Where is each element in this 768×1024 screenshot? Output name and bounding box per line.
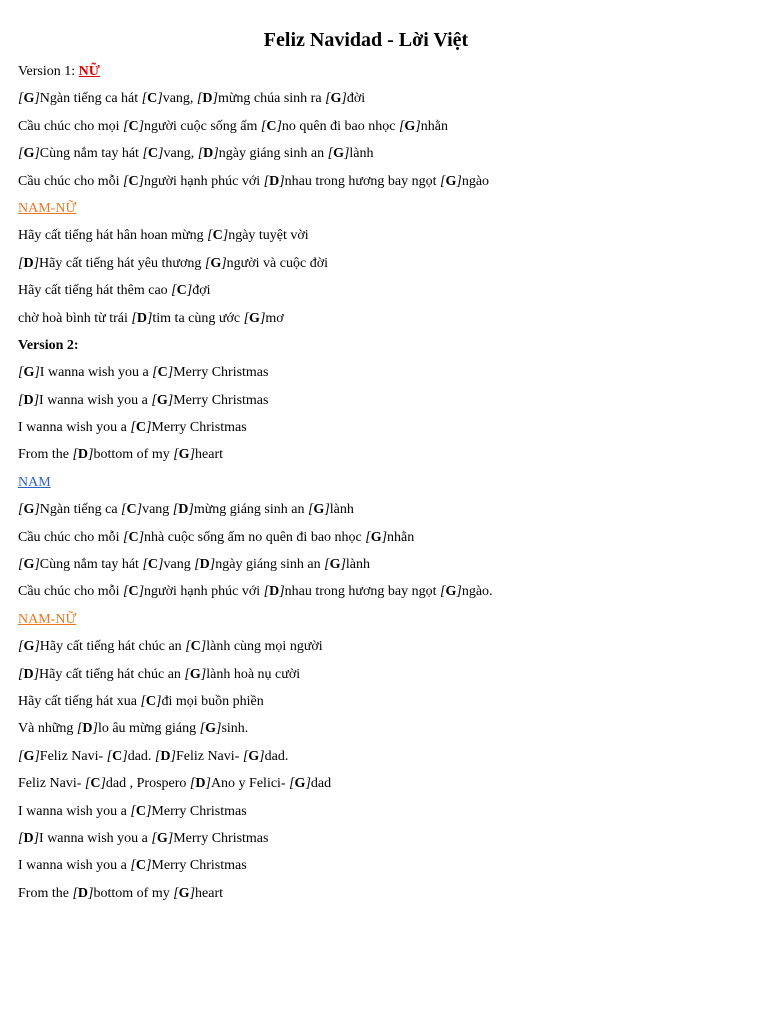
lyric-text: đời [346, 91, 366, 107]
chord-marker: [G] [307, 502, 330, 518]
lyric-text: đợi [192, 283, 211, 299]
lyric-text: Merry Christmas [151, 858, 247, 874]
lyric-text: ngào. [461, 584, 493, 600]
lyric-line [18, 441, 738, 468]
lyric-text: Feliz Navi- [18, 776, 85, 792]
lyric-text: lành [345, 557, 371, 573]
chord-marker: [G] [173, 447, 196, 463]
lyric-line [18, 414, 738, 441]
lyric-text: Ano y Felici- [210, 776, 290, 792]
lyric-line [18, 770, 738, 797]
lyric-text: Merry Christmas [173, 392, 269, 408]
lyric-text: Hãy cất tiếng hát thêm cao [18, 283, 172, 299]
chord-marker: [C] [122, 529, 145, 545]
chord-marker: [D] [194, 557, 216, 573]
lyric-line [18, 825, 738, 852]
lyric-text: I wanna wish you a [39, 392, 152, 408]
lyric-text: From the [18, 885, 73, 901]
lyric-line [18, 168, 738, 195]
chord-marker: [C] [207, 228, 229, 244]
chord-marker: [G] [325, 91, 347, 107]
lyric-text: Hãy cất tiếng hát chúc an [39, 639, 186, 655]
chord-marker: [G] [18, 557, 40, 573]
lyric-text: lành [329, 502, 354, 518]
chord-marker: [C] [185, 639, 207, 655]
part-tag: NAM [18, 474, 51, 490]
part-tag: NAM-NỮ [18, 611, 77, 627]
lyric-text: lành cùng mọi người [206, 639, 323, 655]
lyric-text: Hãy cất tiếng hát chúc an [39, 666, 185, 682]
lyric-text: sinh. [221, 721, 249, 737]
chord-marker: [D] [76, 721, 98, 737]
lyric-text: From the [18, 447, 73, 463]
chord-marker: [C] [140, 693, 162, 709]
chord-marker: [C] [84, 776, 106, 792]
chord-marker: [C] [130, 420, 152, 436]
part-heading [18, 469, 738, 496]
chord-marker: [D] [18, 255, 40, 271]
lyric-text: dad , Prospero [105, 776, 190, 792]
lyric-text: dad. [264, 748, 289, 764]
lyric-text: nhà cuộc sống ấm no quên đi bao nhọc [144, 529, 366, 545]
lyric-text: bottom of my [93, 885, 174, 901]
lyric-line [18, 880, 738, 907]
chord-marker: [G] [18, 502, 40, 518]
lyric-text: Feliz Navi- [39, 748, 107, 764]
part-tag: NAM-NỮ [18, 200, 77, 216]
lyric-line [18, 140, 738, 167]
lyric-text: Merry Christmas [173, 365, 269, 381]
lyric-text: I wanna wish you a [18, 420, 131, 436]
version-label [18, 58, 738, 85]
chord-marker: [C] [122, 584, 145, 600]
chord-marker: [D] [18, 666, 40, 682]
lyric-line [18, 633, 738, 660]
part-heading [18, 195, 738, 222]
lyric-text: Cùng nắm tay hát [39, 146, 143, 162]
part-tag: NỮ [78, 64, 100, 79]
lyric-text: dad. [127, 748, 155, 764]
lyric-line [18, 113, 738, 140]
page-title: Feliz Navidad - Lời Việt [263, 29, 469, 51]
lyric-text: Hãy cất tiếng hát hân hoan mừng [18, 228, 208, 244]
lyric-text: no quên đi bao nhọc [281, 118, 399, 134]
chord-marker: [G] [18, 639, 40, 655]
lyrics-body [18, 58, 738, 907]
lyric-text: Feliz Navi- [175, 748, 243, 764]
lyric-text: Cầu chúc cho mọi [18, 118, 123, 134]
lyric-text: vang [163, 557, 195, 573]
chord-marker: [C] [260, 118, 282, 134]
chord-marker: [G] [327, 146, 350, 162]
lyric-line [18, 578, 738, 605]
lyric-text: dad [310, 776, 332, 792]
lyric-text: I wanna wish you a [18, 858, 131, 874]
chord-marker: [C] [130, 858, 152, 874]
chord-marker: [C] [171, 283, 193, 299]
version-text: Version 1: [18, 64, 79, 79]
chord-marker: [G] [242, 748, 265, 764]
lyric-text: heart [195, 885, 223, 901]
chord-marker: [D] [263, 584, 285, 600]
lyric-text: người hạnh phúc với [144, 173, 264, 189]
lyric-text: vang, [163, 146, 198, 162]
chord-marker: [D] [72, 447, 94, 463]
chord-marker: [G] [18, 365, 40, 381]
lyric-line [18, 222, 738, 249]
lyric-line [18, 524, 738, 551]
lyric-text: vang, [162, 91, 197, 107]
lyric-text: ngày giáng sinh an [218, 146, 328, 162]
lyric-line [18, 359, 738, 386]
chord-marker: [G] [173, 885, 196, 901]
lyric-text: nhằn [387, 529, 415, 545]
chord-marker: [D] [131, 310, 153, 326]
lyric-text: người hạnh phúc với [144, 584, 264, 600]
lyric-line [18, 715, 738, 742]
lyric-line [18, 551, 738, 578]
lyric-text: người và cuộc đời [226, 255, 328, 271]
lyric-text: nhau trong hương bay ngọt [284, 173, 441, 189]
chord-marker: [G] [398, 118, 421, 134]
chord-marker: [G] [365, 529, 388, 545]
version-label: Version 2: [18, 337, 79, 353]
lyric-line [18, 661, 738, 688]
chord-marker: [C] [152, 365, 174, 381]
lyric-text: bottom of my [93, 447, 174, 463]
lyric-text: ngày tuyệt vời [228, 228, 309, 244]
lyric-text: Cầu chúc cho mỗi [18, 529, 123, 545]
chord-marker: [D] [154, 748, 176, 764]
chord-marker: [G] [18, 146, 40, 162]
chord-marker: [D] [72, 885, 94, 901]
lyric-text: nhau trong hương bay ngọt [284, 584, 441, 600]
lyric-text: ngào [461, 173, 490, 189]
chord-marker: [G] [204, 255, 227, 271]
chord-marker: [C] [122, 118, 145, 134]
lyric-text: I wanna wish you a [39, 365, 153, 381]
chord-marker: [C] [142, 146, 164, 162]
lyric-text: Merry Christmas [173, 830, 269, 846]
lyric-text: đi mọi buồn phiền [161, 693, 264, 709]
lyric-line [18, 743, 738, 770]
chord-marker: [G] [289, 776, 311, 792]
lyric-text: Hãy cất tiếng hát yêu thương [39, 255, 205, 271]
lyric-text: heart [195, 447, 223, 463]
lyric-text: Merry Christmas [151, 420, 247, 436]
chord-marker: [D] [197, 146, 219, 162]
chord-marker: [D] [189, 776, 211, 792]
chord-marker: [G] [440, 173, 462, 189]
chord-marker: [D] [263, 173, 285, 189]
lyric-text: lành hoà nụ cười [206, 666, 301, 682]
lyric-text: I wanna wish you a [39, 830, 152, 846]
chord-marker: [C] [130, 803, 152, 819]
lyric-line [18, 688, 738, 715]
lyric-text: lo âu mừng giáng [97, 721, 200, 737]
chord-marker: [C] [106, 748, 128, 764]
chord-marker: [G] [18, 91, 40, 107]
lyric-line [18, 85, 738, 112]
chord-marker: [C] [122, 173, 145, 189]
lyric-text: chờ hoà bình từ trái [18, 310, 132, 326]
lyric-text: Hãy cất tiếng hát xua [18, 693, 141, 709]
chord-marker: [G] [440, 584, 462, 600]
lyric-line [18, 852, 738, 879]
lyric-text: Và những [18, 721, 77, 737]
chord-marker: [D] [18, 392, 40, 408]
chord-marker: [C] [142, 557, 164, 573]
chord-marker: [G] [151, 392, 174, 408]
part-heading [18, 606, 738, 633]
lyric-line [18, 387, 738, 414]
lyric-text: mừng chúa sinh ra [217, 91, 326, 107]
lyric-text: tim ta cùng ước [152, 310, 244, 326]
chord-marker: [G] [199, 721, 222, 737]
lyric-text: mơ [265, 310, 284, 326]
chord-marker: [G] [184, 666, 207, 682]
chord-marker: [D] [196, 91, 218, 107]
chord-marker: [G] [151, 830, 174, 846]
chord-marker: [C] [121, 502, 143, 518]
lyric-text: Cầu chúc cho mỗi [18, 173, 123, 189]
lyric-text: người cuộc sống ấm [144, 118, 261, 134]
lyric-text: lành [349, 146, 374, 162]
lyric-line [18, 496, 738, 523]
lyric-text: ngày giáng sinh an [215, 557, 325, 573]
lyric-text: Ngàn tiếng ca [39, 502, 122, 518]
lyric-text: Merry Christmas [151, 803, 247, 819]
lyric-text: I wanna wish you a [18, 803, 131, 819]
lyric-text: Cùng nắm tay hát [39, 557, 143, 573]
lyric-line [18, 250, 738, 277]
lyric-text: Cầu chúc cho mỗi [18, 584, 123, 600]
lyric-line [18, 798, 738, 825]
lyric-line [18, 305, 738, 332]
chord-marker: [D] [172, 502, 194, 518]
chord-marker: [C] [141, 91, 163, 107]
chord-marker: [G] [243, 310, 266, 326]
chord-marker: [G] [324, 557, 346, 573]
lyric-text: Ngàn tiếng ca hát [39, 91, 142, 107]
lyric-text: nhằn [420, 118, 448, 134]
chord-marker: [D] [18, 830, 40, 846]
lyric-line [18, 277, 738, 304]
lyric-text: mừng giáng sinh an [193, 502, 308, 518]
chord-marker: [G] [18, 748, 40, 764]
lyric-text: vang [142, 502, 173, 518]
